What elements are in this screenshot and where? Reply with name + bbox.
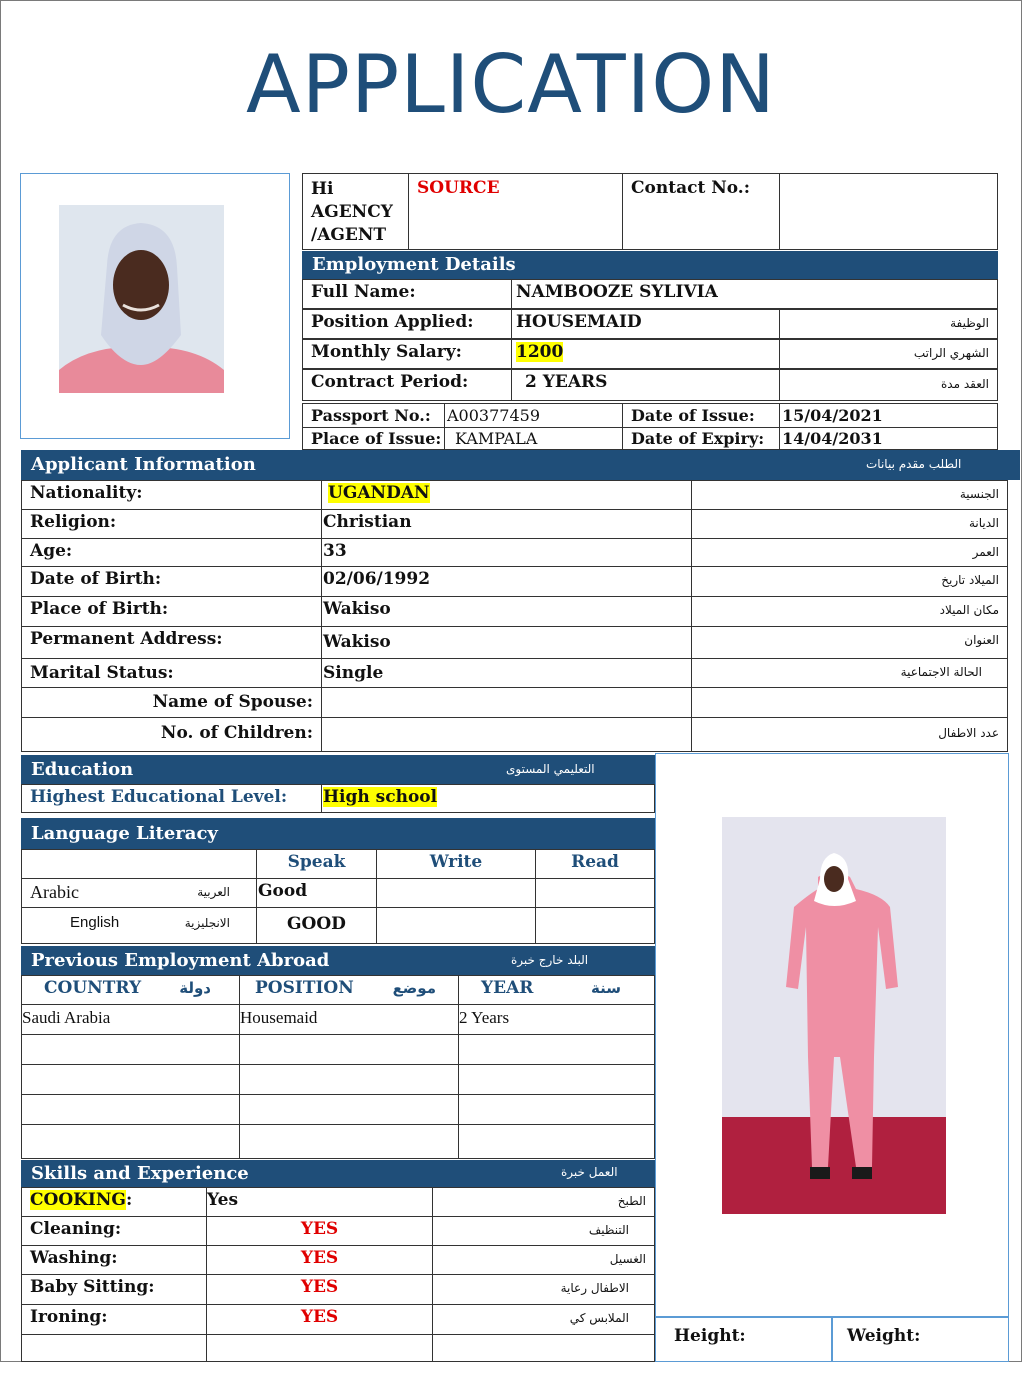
col-country-label: COUNTRY — [44, 978, 142, 998]
col-year-arabic: سنة — [591, 979, 621, 997]
skill-washing-label: Washing: — [21, 1245, 207, 1275]
english-write-value — [376, 907, 536, 944]
children-arabic: عدد الاطفال — [691, 717, 1008, 752]
skill-cleaning-arabic: التنظيف — [432, 1216, 655, 1246]
salary-cell — [511, 339, 780, 369]
skill-cooking-label: COOKING: — [21, 1187, 207, 1217]
english-read-value — [535, 907, 655, 944]
skill-babysitting-label: Baby Sitting: — [21, 1274, 207, 1305]
full-name-value: NAMBOOZE SYLIVIA — [511, 279, 998, 309]
skills-header-title: Skills and Experience — [31, 1163, 249, 1184]
passport-no-label: Passport No.: — [302, 403, 445, 428]
skill-ironing-value: YES — [206, 1304, 433, 1335]
agency-label: Hi AGENCY /AGENT — [302, 173, 409, 250]
full-body-photo — [722, 817, 946, 1214]
dob-value: 02/06/1992 — [321, 566, 692, 597]
skills-header — [21, 1160, 655, 1188]
prev-year-5 — [458, 1124, 655, 1159]
col-speak: Speak — [256, 849, 377, 879]
col-country — [21, 975, 240, 1005]
skill-ironing-arabic: الملابس كي — [432, 1304, 655, 1335]
position-label: Position Applied: — [302, 309, 512, 339]
language-english-name: English — [70, 914, 120, 931]
contract-label: Contract Period: — [302, 369, 512, 401]
skill-cooking-name: COOKING — [30, 1190, 126, 1210]
expiry-value: 14/04/2031 — [779, 427, 998, 450]
skill-cooking-arabic: الطبخ — [432, 1187, 655, 1217]
skill-washing-arabic: الغسيل — [432, 1245, 655, 1275]
arabic-read-value — [535, 878, 655, 908]
pob-label: Place of Birth: — [21, 596, 322, 627]
skill-empty-label — [21, 1334, 207, 1362]
prev-position-2 — [239, 1034, 459, 1065]
page-title: APPLICATION — [245, 38, 777, 131]
salary-arabic: الشهري الراتب — [779, 339, 998, 369]
skill-empty-arabic — [432, 1334, 655, 1362]
address-label: Permanent Address: — [21, 626, 322, 659]
prev-position-5 — [239, 1124, 459, 1159]
education-header-title: Education — [31, 759, 134, 780]
full-name-label: Full Name: — [302, 279, 512, 309]
col-year-label: YEAR — [481, 978, 534, 998]
previous-header — [21, 946, 655, 976]
language-arabic-ar: العربية — [197, 885, 230, 899]
prev-year-1: 2 Years — [458, 1004, 655, 1035]
spouse-value — [321, 687, 692, 718]
children-value — [321, 717, 692, 752]
education-level-value: High school — [323, 787, 438, 807]
height-label: Height: — [674, 1326, 746, 1346]
contact-label: Contact No.: — [622, 173, 780, 250]
arabic-write-value — [376, 878, 536, 908]
source-label: SOURCE — [408, 173, 623, 250]
skill-babysitting-arabic: الاطفال رعاية — [432, 1274, 655, 1305]
education-level-cell — [321, 784, 655, 813]
contract-arabic: العقد مدة — [779, 369, 998, 401]
dob-arabic: الميلاد تاريخ — [691, 566, 1008, 597]
language-english-row — [21, 907, 257, 944]
skills-header-arabic: العمل خبرة — [561, 1165, 618, 1179]
col-read: Read — [535, 849, 655, 879]
col-position — [239, 975, 459, 1005]
salary-value: 1200 — [516, 342, 564, 362]
nationality-arabic: الجنسية — [691, 480, 1008, 510]
education-level-label: Highest Educational Level: — [21, 784, 322, 813]
expiry-label: Date of Expiry: — [622, 427, 780, 450]
language-english-ar: الانجليزية — [184, 916, 230, 930]
col-position-arabic: موضع — [392, 979, 436, 997]
prev-year-4 — [458, 1094, 655, 1125]
measure-separator — [831, 1316, 833, 1362]
col-position-label: POSITION — [255, 978, 354, 998]
position-value: HOUSEMAID — [511, 309, 780, 339]
col-year — [458, 975, 655, 1005]
issue-date-label: Date of Issue: — [622, 403, 780, 428]
nationality-cell — [321, 480, 692, 510]
weight-label: Weight: — [847, 1326, 921, 1346]
age-value: 33 — [321, 538, 692, 567]
skill-cleaning-value: YES — [206, 1216, 433, 1246]
col-write: Write — [376, 849, 536, 879]
language-arabic-name: Arabic — [30, 882, 79, 902]
spouse-label: Name of Spouse: — [21, 687, 322, 718]
prev-country-1: Saudi Arabia — [21, 1004, 240, 1035]
portrait-photo-frame — [20, 173, 290, 439]
col-country-arabic: دولة — [179, 979, 211, 997]
education-header-arabic: التعليمي المستوى — [506, 762, 595, 776]
skill-washing-value: YES — [206, 1245, 433, 1275]
applicant-header-arabic: الطلب مقدم بيانات — [866, 457, 962, 471]
language-header: Language Literacy — [21, 818, 655, 850]
portrait-photo — [59, 205, 224, 393]
place-of-issue-value: KAMPALA — [444, 427, 623, 450]
contact-value — [779, 173, 998, 250]
pob-arabic: مكان الميلاد — [691, 596, 1008, 627]
place-of-issue-label: Place of Issue: — [302, 427, 445, 450]
skill-cleaning-label: Cleaning: — [21, 1216, 207, 1246]
nationality-value: UGANDAN — [328, 483, 430, 503]
religion-label: Religion: — [21, 509, 322, 539]
contract-value: 2 YEARS — [511, 369, 780, 401]
prev-year-2 — [458, 1034, 655, 1065]
marital-value: Single — [321, 658, 692, 688]
language-corner — [21, 849, 257, 879]
religion-arabic: الديانة — [691, 509, 1008, 539]
skill-ironing-label: Ironing: — [21, 1304, 207, 1335]
pob-value: Wakiso — [321, 596, 692, 627]
english-speak-value: GOOD — [256, 907, 377, 944]
prev-position-1: Housemaid — [239, 1004, 459, 1035]
employment-header: Employment Details — [302, 251, 998, 279]
issue-date-value: 15/04/2021 — [779, 403, 998, 428]
salary-label: Monthly Salary: — [302, 339, 512, 369]
age-arabic: العمر — [691, 538, 1008, 567]
arabic-speak-value: Good — [256, 878, 377, 908]
nationality-label: Nationality: — [21, 480, 322, 510]
prev-country-5 — [21, 1124, 240, 1159]
language-arabic-row — [21, 878, 257, 908]
education-header — [21, 755, 655, 784]
position-arabic: الوظيفة — [779, 309, 998, 339]
prev-country-3 — [21, 1064, 240, 1095]
previous-header-arabic: البلد خارج خبرة — [511, 953, 589, 967]
prev-country-2 — [21, 1034, 240, 1065]
address-arabic: العنوان — [691, 626, 1008, 659]
passport-no-value: A00377459 — [444, 403, 623, 428]
skill-babysitting-value: YES — [206, 1274, 433, 1305]
previous-header-title: Previous Employment Abroad — [31, 950, 330, 971]
marital-label: Marital Status: — [21, 658, 322, 688]
age-label: Age: — [21, 538, 322, 567]
dob-label: Date of Birth: — [21, 566, 322, 597]
religion-value: Christian — [321, 509, 692, 539]
prev-country-4 — [21, 1094, 240, 1125]
prev-year-3 — [458, 1064, 655, 1095]
address-value: Wakiso — [321, 626, 692, 659]
skill-cooking-value: Yes — [206, 1187, 433, 1217]
prev-position-3 — [239, 1064, 459, 1095]
applicant-header-title: Applicant Information — [31, 454, 256, 475]
applicant-header — [21, 450, 1020, 480]
children-label: No. of Children: — [21, 717, 322, 752]
prev-position-4 — [239, 1094, 459, 1125]
skill-empty-value — [206, 1334, 433, 1362]
marital-arabic: الحالة الاجتماعية — [691, 658, 1008, 688]
spouse-arabic — [691, 687, 1008, 718]
